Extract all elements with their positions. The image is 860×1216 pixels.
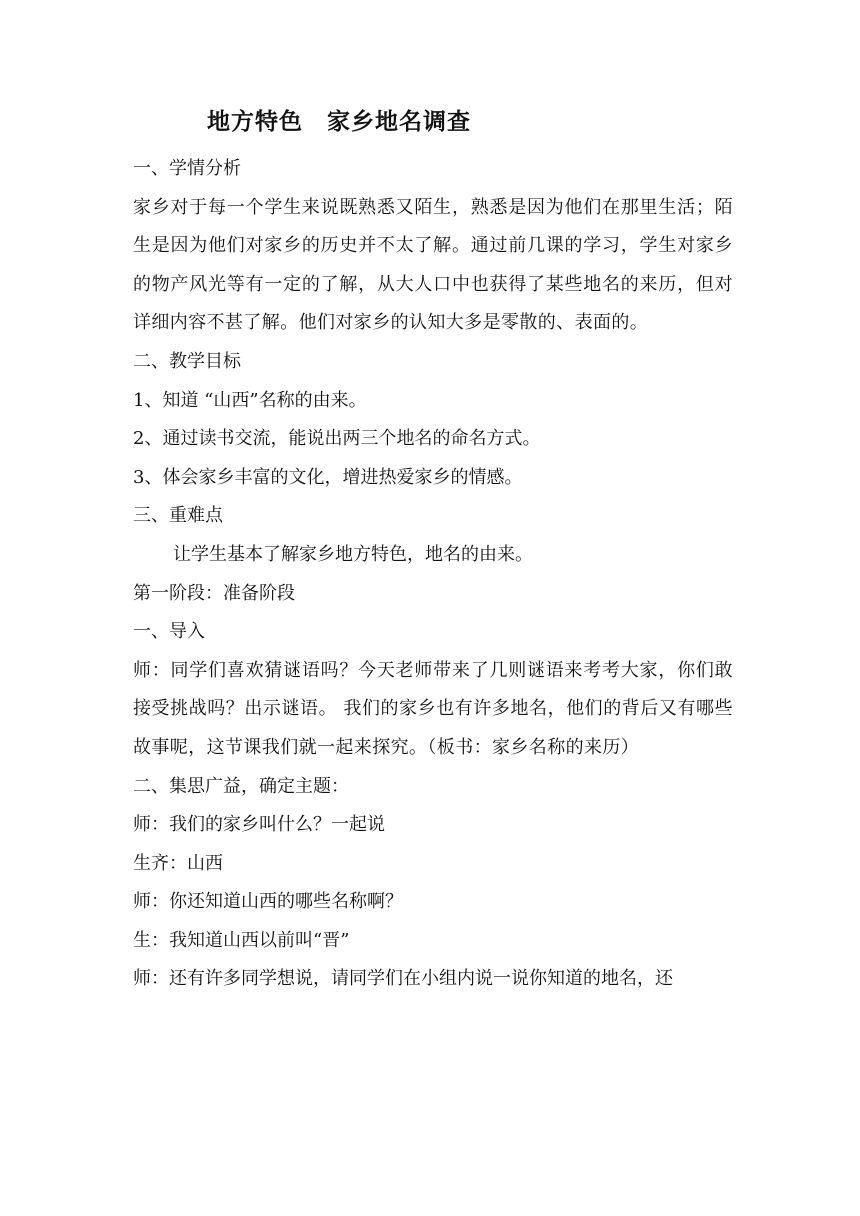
goal-item-2: 2、通过读书交流，能说出两三个地名的命名方式。 (133, 428, 541, 450)
stage-heading: 第一阶段：准备阶段 (133, 582, 295, 604)
document-title: 地方特色 家乡地名调查 (207, 109, 471, 135)
section-heading-intro: 一、导入 (133, 621, 205, 643)
intro-paragraph: 师：同学们喜欢猜谜语吗？今天老师带来了几则谜语来考考大家，你们敢接受挑战吗？出示谜语。 我们的家乡也有许多地名，他们的背后又有哪些故事呢，这节课我们就一起来探究。（板书：家乡名称的来历） (133, 659, 733, 758)
section-heading-brainstorm: 二、集思广益，确定主题： (133, 775, 349, 797)
key-points-text: 让学生基本了解家乡地方特色，地名的由来。 (173, 543, 533, 565)
document-body (133, 150, 733, 999)
dialogue-line: 师：还有许多同学想说，请同学们在小组内说一说你知道的地名，还 (133, 968, 673, 990)
goal-item-1: 1、知道 “山西”名称的由来。 (133, 389, 367, 411)
section-heading-goals: 二、教学目标 (133, 350, 241, 372)
section-heading-analysis: 一、学情分析 (133, 158, 241, 179)
goal-item-3: 3、体会家乡丰富的文化，增进热爱家乡的情感。 (133, 466, 523, 488)
analysis-paragraph: 家乡对于每一个学生来说既熟悉又陌生，熟悉是因为他们在那里生活；陌生是因为他们对家乡的历史并不太了解。通过前几课的学习，学生对家乡的物产风光等有一定的了解，从大人口中也获得了某些地名的来历，但对详细内容不甚了解。他们对家乡的认知大多是零散的、表面的。 (133, 196, 733, 334)
dialogue-line: 师：你还知道山西的哪些名称啊？ (133, 891, 403, 913)
section-heading-key-points: 三、重难点 (133, 505, 223, 527)
dialogue-line: 生：我知道山西以前叫“晋” (133, 929, 350, 951)
dialogue-line: 生齐：山西 (133, 852, 223, 874)
dialogue-line: 师：我们的家乡叫什么？一起说 (133, 814, 385, 836)
